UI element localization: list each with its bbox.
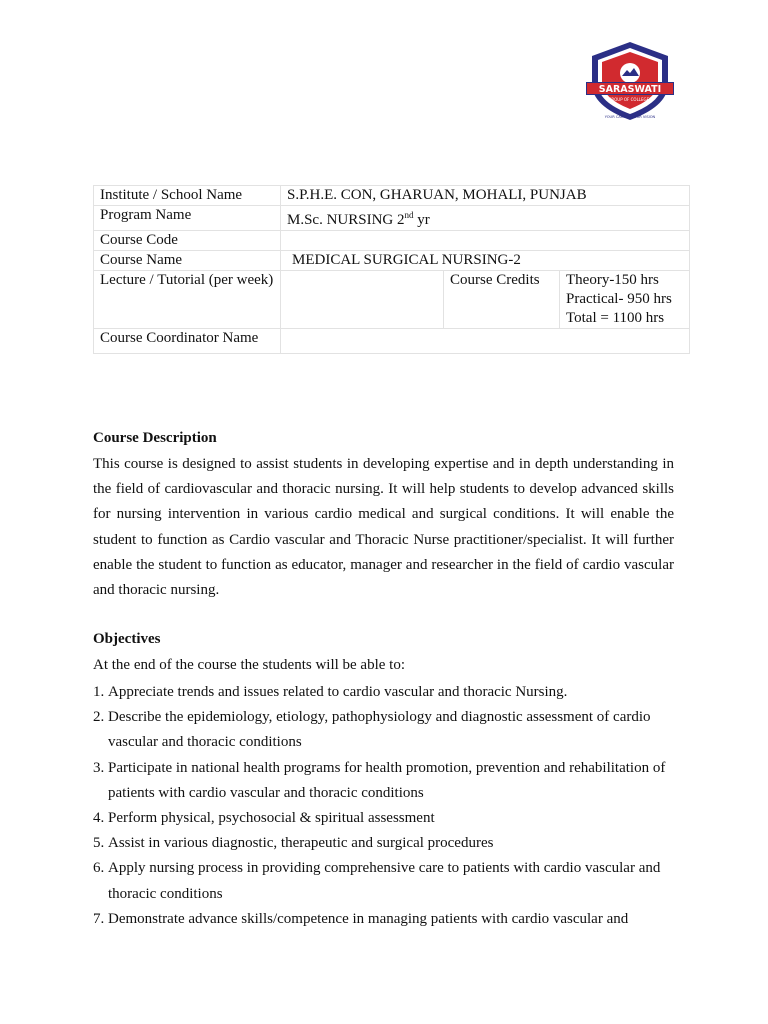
objective-text: Appreciate trends and issues related to cardio vascular and thoracic Nursing.	[108, 684, 568, 700]
logo-tagline: YOUR CAREER · OUR VISION	[604, 115, 656, 119]
saraswati-logo	[586, 40, 674, 122]
list-item	[93, 856, 693, 906]
program-value	[281, 206, 690, 231]
objective-text: Demonstrate advance skills/competence in managing patients with cardio vascular and	[108, 910, 629, 927]
credits-theory: Theory-150 hrs	[566, 272, 659, 288]
course-name-label: Course Name	[94, 251, 281, 271]
objectives-list	[93, 680, 693, 932]
course-code-value	[281, 231, 690, 251]
objective-number: 5.	[93, 835, 105, 852]
table-row	[94, 251, 690, 271]
lecture-value	[281, 271, 444, 329]
objective-text: Apply nursing process in providing comprehensive care to patients with cardio vascular and thoracic conditions	[108, 860, 661, 902]
course-name-value: MEDICAL SURGICAL NURSING-2	[281, 251, 690, 271]
course-description-text: This course is designed to assist students in developing expertise and in depth understanding in the field of cardiovascular and thoracic nursing. It will help students to develop advanced skills for nursing intervention in various cardio medical and surgical conditions. It will enable the student to function as Cardio vascular and Thoracic Nurse practitioner/specialist. It will further enable the student to function as educator, manager and researcher in the field of cardio vascular and thoracic nursing.	[93, 456, 674, 599]
coordinator-label: Course Coordinator Name	[94, 329, 281, 354]
list-item	[93, 705, 693, 755]
program-label: Program Name	[94, 206, 281, 231]
objective-number: 6.	[93, 860, 105, 877]
course-description-heading: Course Description	[93, 430, 217, 446]
table-row	[94, 271, 690, 329]
credits-practical: Practical- 950 hrs	[566, 291, 672, 307]
list-item	[93, 756, 693, 806]
table-row	[94, 186, 690, 206]
course-info-table	[93, 185, 690, 354]
objective-text: Assist in various diagnostic, therapeutic and surgical procedures	[108, 835, 494, 852]
institute-label: Institute / School Name	[94, 186, 281, 206]
objective-text: Participate in national health programs for health promotion, prevention and rehabilitation of patients with cardio vascular and thoracic conditions	[108, 759, 666, 801]
table-row	[94, 231, 690, 251]
objective-number: 3.	[93, 759, 105, 776]
program-value-sup: nd	[404, 210, 414, 220]
objective-text: Describe the epidemiology, etiology, pathophysiology and diagnostic assessment of cardio vascular and thoracic conditions	[108, 709, 651, 751]
table-row	[94, 206, 690, 231]
program-value-end: yr	[413, 212, 430, 228]
list-item	[93, 680, 693, 705]
institute-value: S.P.H.E. CON, GHARUAN, MOHALI, PUNJAB	[281, 186, 690, 206]
logo-title: SARASWATI	[598, 84, 662, 95]
course-code-label: Course Code	[94, 231, 281, 251]
credits-total: Total = 1100 hrs	[566, 310, 665, 326]
objective-text: Perform physical, psychosocial & spiritual assessment	[108, 810, 435, 827]
coordinator-value	[281, 329, 690, 354]
logo-subtitle: GROUP OF COLLEGES	[608, 97, 652, 102]
objective-number: 7.	[93, 910, 105, 927]
objective-number: 2.	[93, 709, 105, 726]
objective-number: 1.	[93, 684, 105, 700]
objective-number: 4.	[93, 810, 105, 827]
list-item	[93, 907, 693, 932]
credits-label: Course Credits	[444, 271, 560, 329]
list-item	[93, 806, 693, 831]
list-item	[93, 831, 693, 856]
credits-value	[560, 271, 690, 329]
program-value-main: M.Sc. NURSING 2	[287, 212, 405, 228]
table-row	[94, 329, 690, 354]
objectives-intro: At the end of the course the students will be able to:	[93, 657, 406, 673]
objectives-heading: Objectives	[93, 631, 161, 647]
lecture-label: Lecture / Tutorial (per week)	[94, 271, 281, 329]
